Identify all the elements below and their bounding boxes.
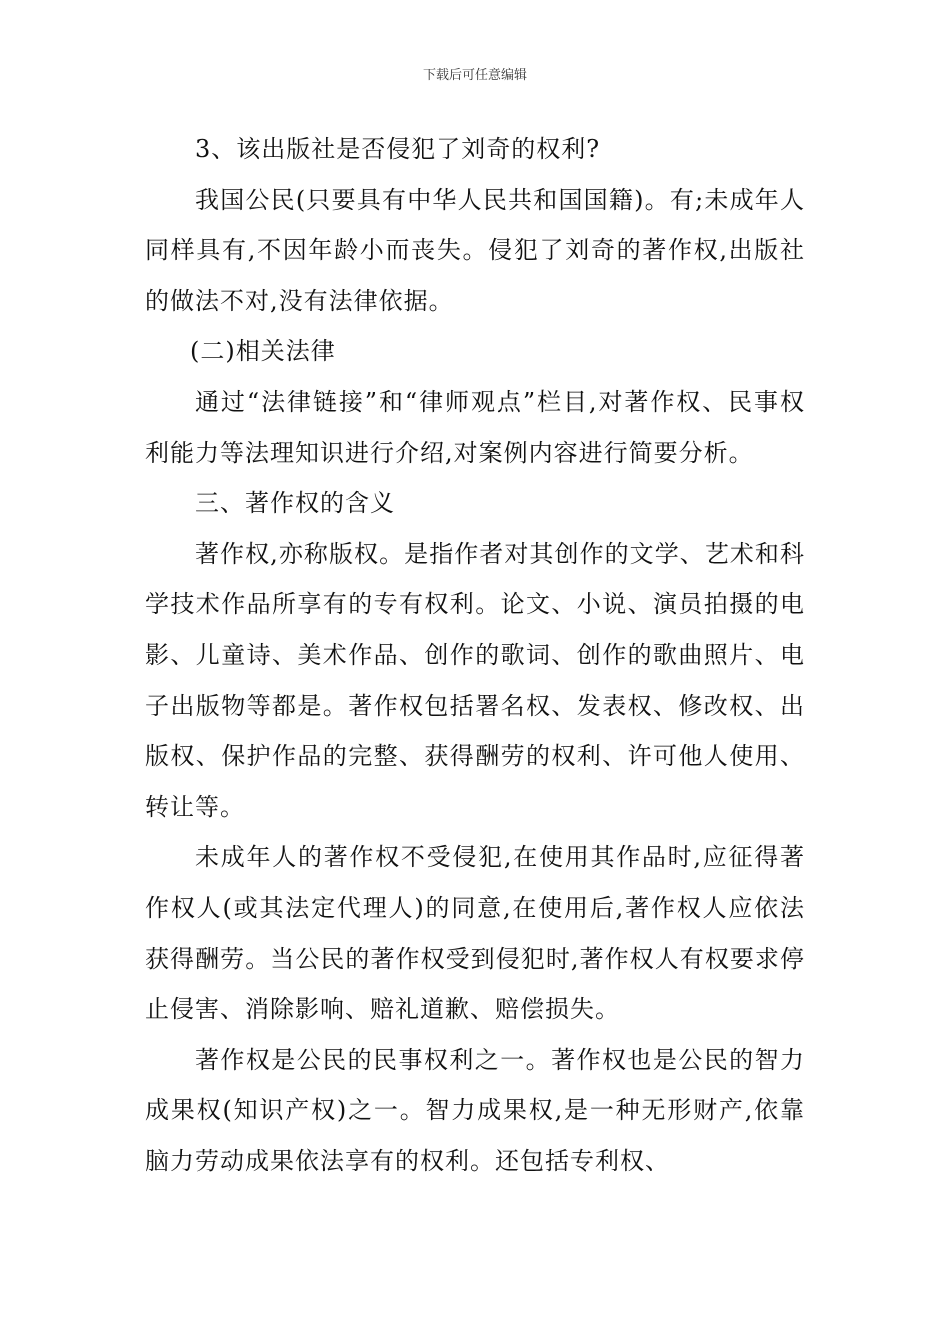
question-heading: 3、该出版社是否侵犯了刘奇的权利? [195, 135, 601, 163]
law-intro-paragraph: 通过“法律链接”和“律师观点”栏目,对著作权、民事权利能力等法理知识进行介绍,对案例内容进行简要分析。 [145, 387, 805, 467]
civil-rights-paragraph: 著作权是公民的民事权利之一。著作权也是公民的智力成果权(知识产权)之一。智力成果权,是一种无形财产,依靠脑力劳动成果依法享有的权利。还包括专利权、 [145, 1045, 805, 1175]
page-header-note: 下载后可任意编辑 [422, 68, 527, 83]
minor-copyright-paragraph: 未成年人的著作权不受侵犯,在使用其作品时,应征得著作权人(或其法定代理人)的同意,在使用后,著作权人应依法获得酬劳。当公民的著作权受到侵犯时,著作权人有权要求停止侵害、消除影响、赔礼道歉、赔偿损失。 [145, 843, 805, 1024]
section-heading-related-law: (二)相关法律 [190, 337, 336, 366]
answer-paragraph: 我国公民(只要具有中华人民共和国国籍)。有;未成年人同样具有,不因年龄小而丧失。侵犯了刘奇的著作权,出版社的做法不对,没有法律依据。 [145, 185, 805, 315]
section-heading-copyright-meaning: 三、著作权的含义 [195, 489, 395, 518]
document-body [145, 124, 805, 1186]
copyright-definition-paragraph: 著作权,亦称版权。是指作者对其创作的文学、艺术和科学技术作品所享有的专有权利。论文、小说、演员拍摄的电影、儿童诗、美术作品、创作的歌词、创作的歌曲照片、电子出版物等都是。著作权包括署名权、发表权、修改权、出版权、保护作品的完整、获得酬劳的权利、许可他人使用、转让等。 [145, 539, 805, 821]
